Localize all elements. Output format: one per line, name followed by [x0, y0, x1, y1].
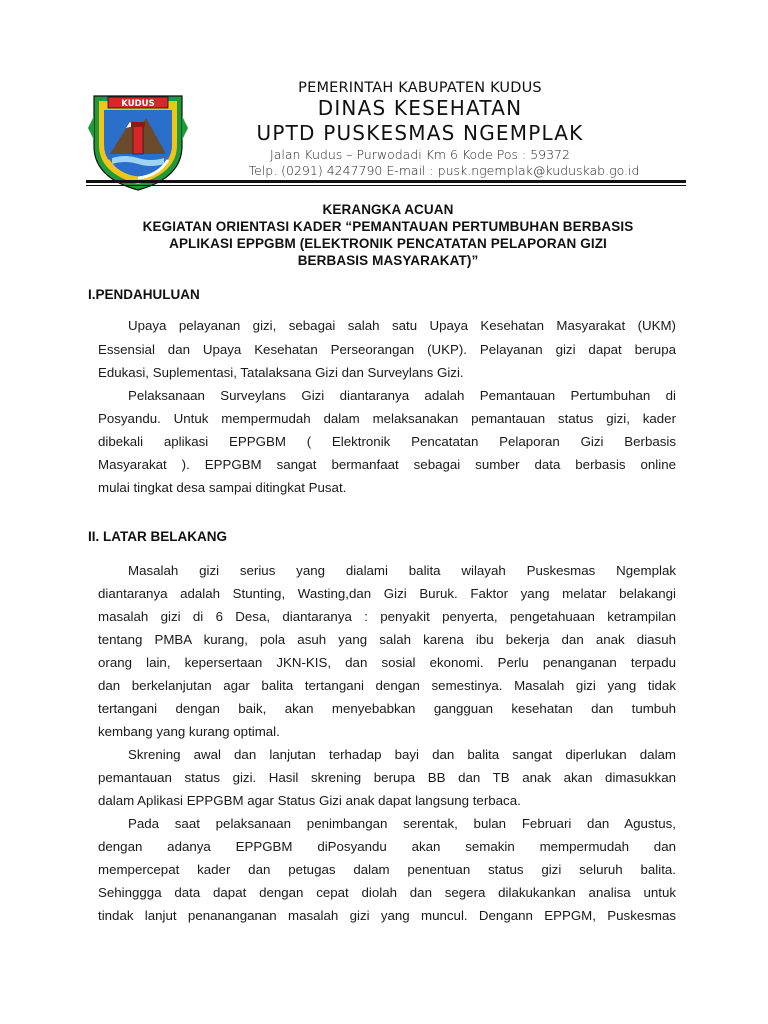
paragraph-line: kembang yang kurang optimal. — [98, 724, 280, 739]
paragraph-line: Pada saat pelaksanaan penimbangan serentak, bulan Februari dan Agustus, — [128, 816, 676, 831]
paragraph-line: dibekali aplikasi EPPGBM ( Elektronik Pencatatan Pelaporan Gizi Berbasis — [98, 434, 676, 449]
paragraph-line: tindak lanjut penananganan masalah gizi yang muncul. Dengann EPPGM, Puskesmas — [98, 908, 676, 923]
paragraph-line: pemantauan status gizi. Hasil skrening berupa BB dan TB anak akan dimasukkan — [98, 770, 676, 785]
paragraph-line: mempercepat kader dan petugas dalam penentuan status gizi seluruh balita. — [98, 862, 676, 877]
section-heading-pendahuluan: I.PENDAHULUAN — [88, 287, 200, 302]
paragraph-line: Sehinggga data dapat dengan cepat diolah dan segera dilakukankan analisa untuk — [98, 885, 676, 900]
paragraph-line: diantaranya adalah Stunting, Wasting,dan Gizi Buruk. Faktor yang melatar belakangi — [98, 586, 676, 601]
letterhead-address: Jalan Kudus – Purwodadi Km 6 Kode Pos : 59372 — [270, 147, 570, 162]
letterhead-unit: UPTD PUSKESMAS NGEMPLAK — [256, 121, 584, 145]
paragraph-line: Upaya pelayanan gizi, sebagai salah satu Upaya Kesehatan Masyarakat (UKM) — [128, 318, 676, 333]
paragraph-line: Posyandu. Untuk mempermudah dalam melaksanakan pemantauan status gizi, kader — [98, 411, 676, 426]
document-subtitle-line: BERBASIS MASYARAKAT)” — [297, 253, 479, 268]
logo-banner-text: KUDUS — [121, 99, 155, 109]
paragraph-line: Masalah gizi serius yang dialami balita wilayah Puskesmas Ngemplak — [128, 563, 676, 578]
letterhead-contact: Telp. (0291) 4247790 E-mail : pusk.ngemplak@kuduskab.go.id — [248, 163, 640, 178]
paragraph-line: masalah gizi di 6 Desa, diantaranya : penyakit penyerta, pengetahuaan ketrampilan — [98, 609, 676, 624]
paragraph-line: tertangani dengan baik, akan menyebabkan gangguan kesehatan dan tumbuh — [98, 701, 676, 716]
section-heading-latar-belakang: II. LATAR BELAKANG — [88, 529, 227, 544]
letterhead-government: PEMERINTAH KABUPATEN KUDUS — [298, 80, 542, 96]
paragraph-line: tentang PMBA kurang, pola asuh yang salah karena ibu bekerja dan anak diasuh — [98, 632, 676, 647]
paragraph-line: dalam Aplikasi EPPGBM agar Status Gizi anak dapat langsung terbaca. — [98, 793, 521, 808]
letterhead-rule-thin — [86, 185, 686, 186]
document-subtitle-line: KEGIATAN ORIENTASI KADER “PEMANTAUAN PERTUMBUHAN BERBASIS — [142, 219, 634, 234]
letterhead-rule-thick — [86, 180, 686, 183]
kudus-regency-logo — [88, 88, 188, 192]
paragraph-line: Masyarakat ). EPPGBM sangat bermanfaat sebagai sumber data berbasis online — [98, 457, 676, 472]
letterhead-agency: DINAS KESEHATAN — [317, 96, 523, 120]
paragraph-line: orang lain, kepersertaan JKN-KIS, dan sosial ekonomi. Perlu penanganan terpadu — [98, 655, 676, 670]
document-title: KERANGKA ACUAN — [322, 202, 454, 217]
paragraph-line: dan berkelanjutan agar balita tertangani dengan semestinya. Masalah gizi yang tidak — [98, 678, 676, 693]
paragraph-line: Skrening awal dan lanjutan terhadap bayi dan balita sangat diperlukan dalam — [128, 747, 676, 762]
paragraph-line: mulai tingkat desa sampai ditingkat Pusat. — [98, 480, 347, 495]
paragraph-line: Pelaksanaan Surveylans Gizi diantaranya adalah Pemantauan Pertumbuhan di — [128, 388, 676, 403]
paragraph-line: Edukasi, Suplementasi, Tatalaksana Gizi dan Surveylans Gizi. — [98, 365, 464, 380]
kudus-crest-icon — [88, 88, 188, 192]
paragraph-line: Essensial dan Upaya Kesehatan Perseorangan (UKP). Pelayanan gizi dapat berupa — [98, 342, 676, 357]
paragraph-line: dengan adanya EPPGBM diPosyandu akan semakin mempermudah dan — [98, 839, 676, 854]
document-subtitle-line: APLIKASI EPPGBM (ELEKTRONIK PENCATATAN PELAPORAN GIZI — [169, 236, 607, 251]
